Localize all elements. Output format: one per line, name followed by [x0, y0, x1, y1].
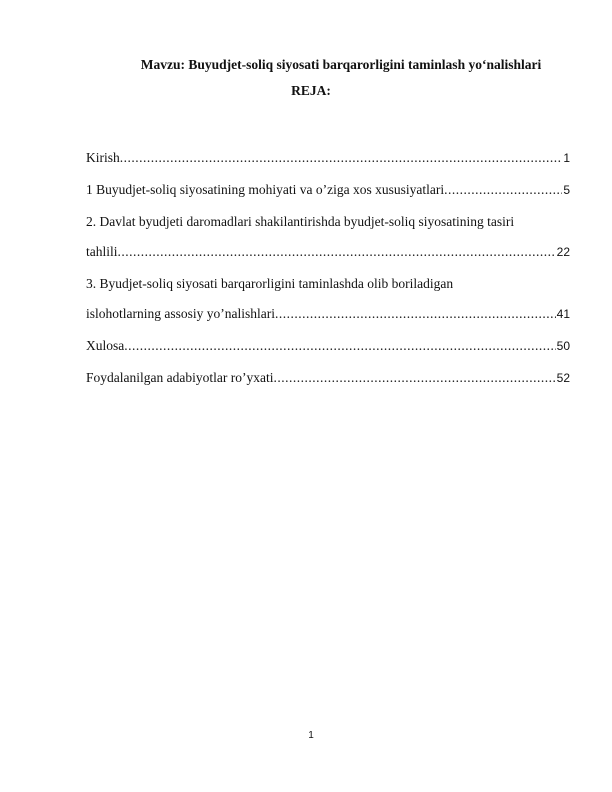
- toc-line: [86, 180, 570, 200]
- toc-line: [86, 212, 570, 231]
- toc-page-number: 5: [563, 183, 570, 197]
- toc-entry-label: 3. Byudjet-soliq siyosati barqarorligini taminlashda olib boriladigan: [86, 276, 454, 291]
- toc-line: [86, 336, 570, 356]
- toc-entry-label: Xulosa: [86, 338, 125, 353]
- toc-entry-label: 1 Buyudjet-soliq siyosatining mohiyati va o’ziga xos xususiyatlari: [86, 182, 445, 197]
- toc-entry-label: islohotlarning assosiy yo’nalishlari: [86, 306, 275, 321]
- toc-entry[interactable]: [86, 180, 570, 200]
- toc-dot-leader: [120, 148, 563, 167]
- toc-page-number: 50: [556, 339, 570, 353]
- toc-entry[interactable]: [86, 368, 570, 388]
- toc-dot-leader: [275, 304, 556, 323]
- toc-dot-leader: [444, 180, 562, 199]
- toc-dot-leader: [118, 242, 556, 261]
- document-title: Mavzu: Buyudjet-soliq siyosati barqarorligini taminlash yo‘nalishlari: [140, 57, 542, 72]
- footer-page-number: 1: [308, 730, 314, 741]
- toc-line: [86, 242, 570, 262]
- toc-page-number: 22: [556, 245, 570, 259]
- toc-entry-label: 2. Davlat byudjeti daromadlari shakilantirishda byudjet-soliq siyosatining tasiri: [86, 214, 515, 229]
- toc-entry-label: tahlili: [86, 244, 118, 259]
- toc-entry[interactable]: [86, 148, 570, 168]
- toc-line: [86, 148, 570, 168]
- toc-entry-label: Kirish: [86, 150, 120, 165]
- toc-page-number: 41: [556, 307, 570, 321]
- toc-line: [86, 274, 570, 293]
- toc-line: [86, 368, 570, 388]
- toc-entry-label: Foydalanilgan adabiyotlar ro’yxati: [86, 370, 274, 385]
- toc-entry[interactable]: [86, 274, 570, 324]
- plan-heading: REJA:: [291, 83, 331, 98]
- toc-page-number: 52: [556, 371, 570, 385]
- toc-entry[interactable]: [86, 212, 570, 262]
- toc-line: [86, 304, 570, 324]
- toc-entry[interactable]: [86, 336, 570, 356]
- table-of-contents: [86, 148, 570, 388]
- toc-dot-leader: [124, 336, 555, 355]
- toc-page-number: 1: [563, 151, 570, 165]
- toc-dot-leader: [273, 368, 555, 387]
